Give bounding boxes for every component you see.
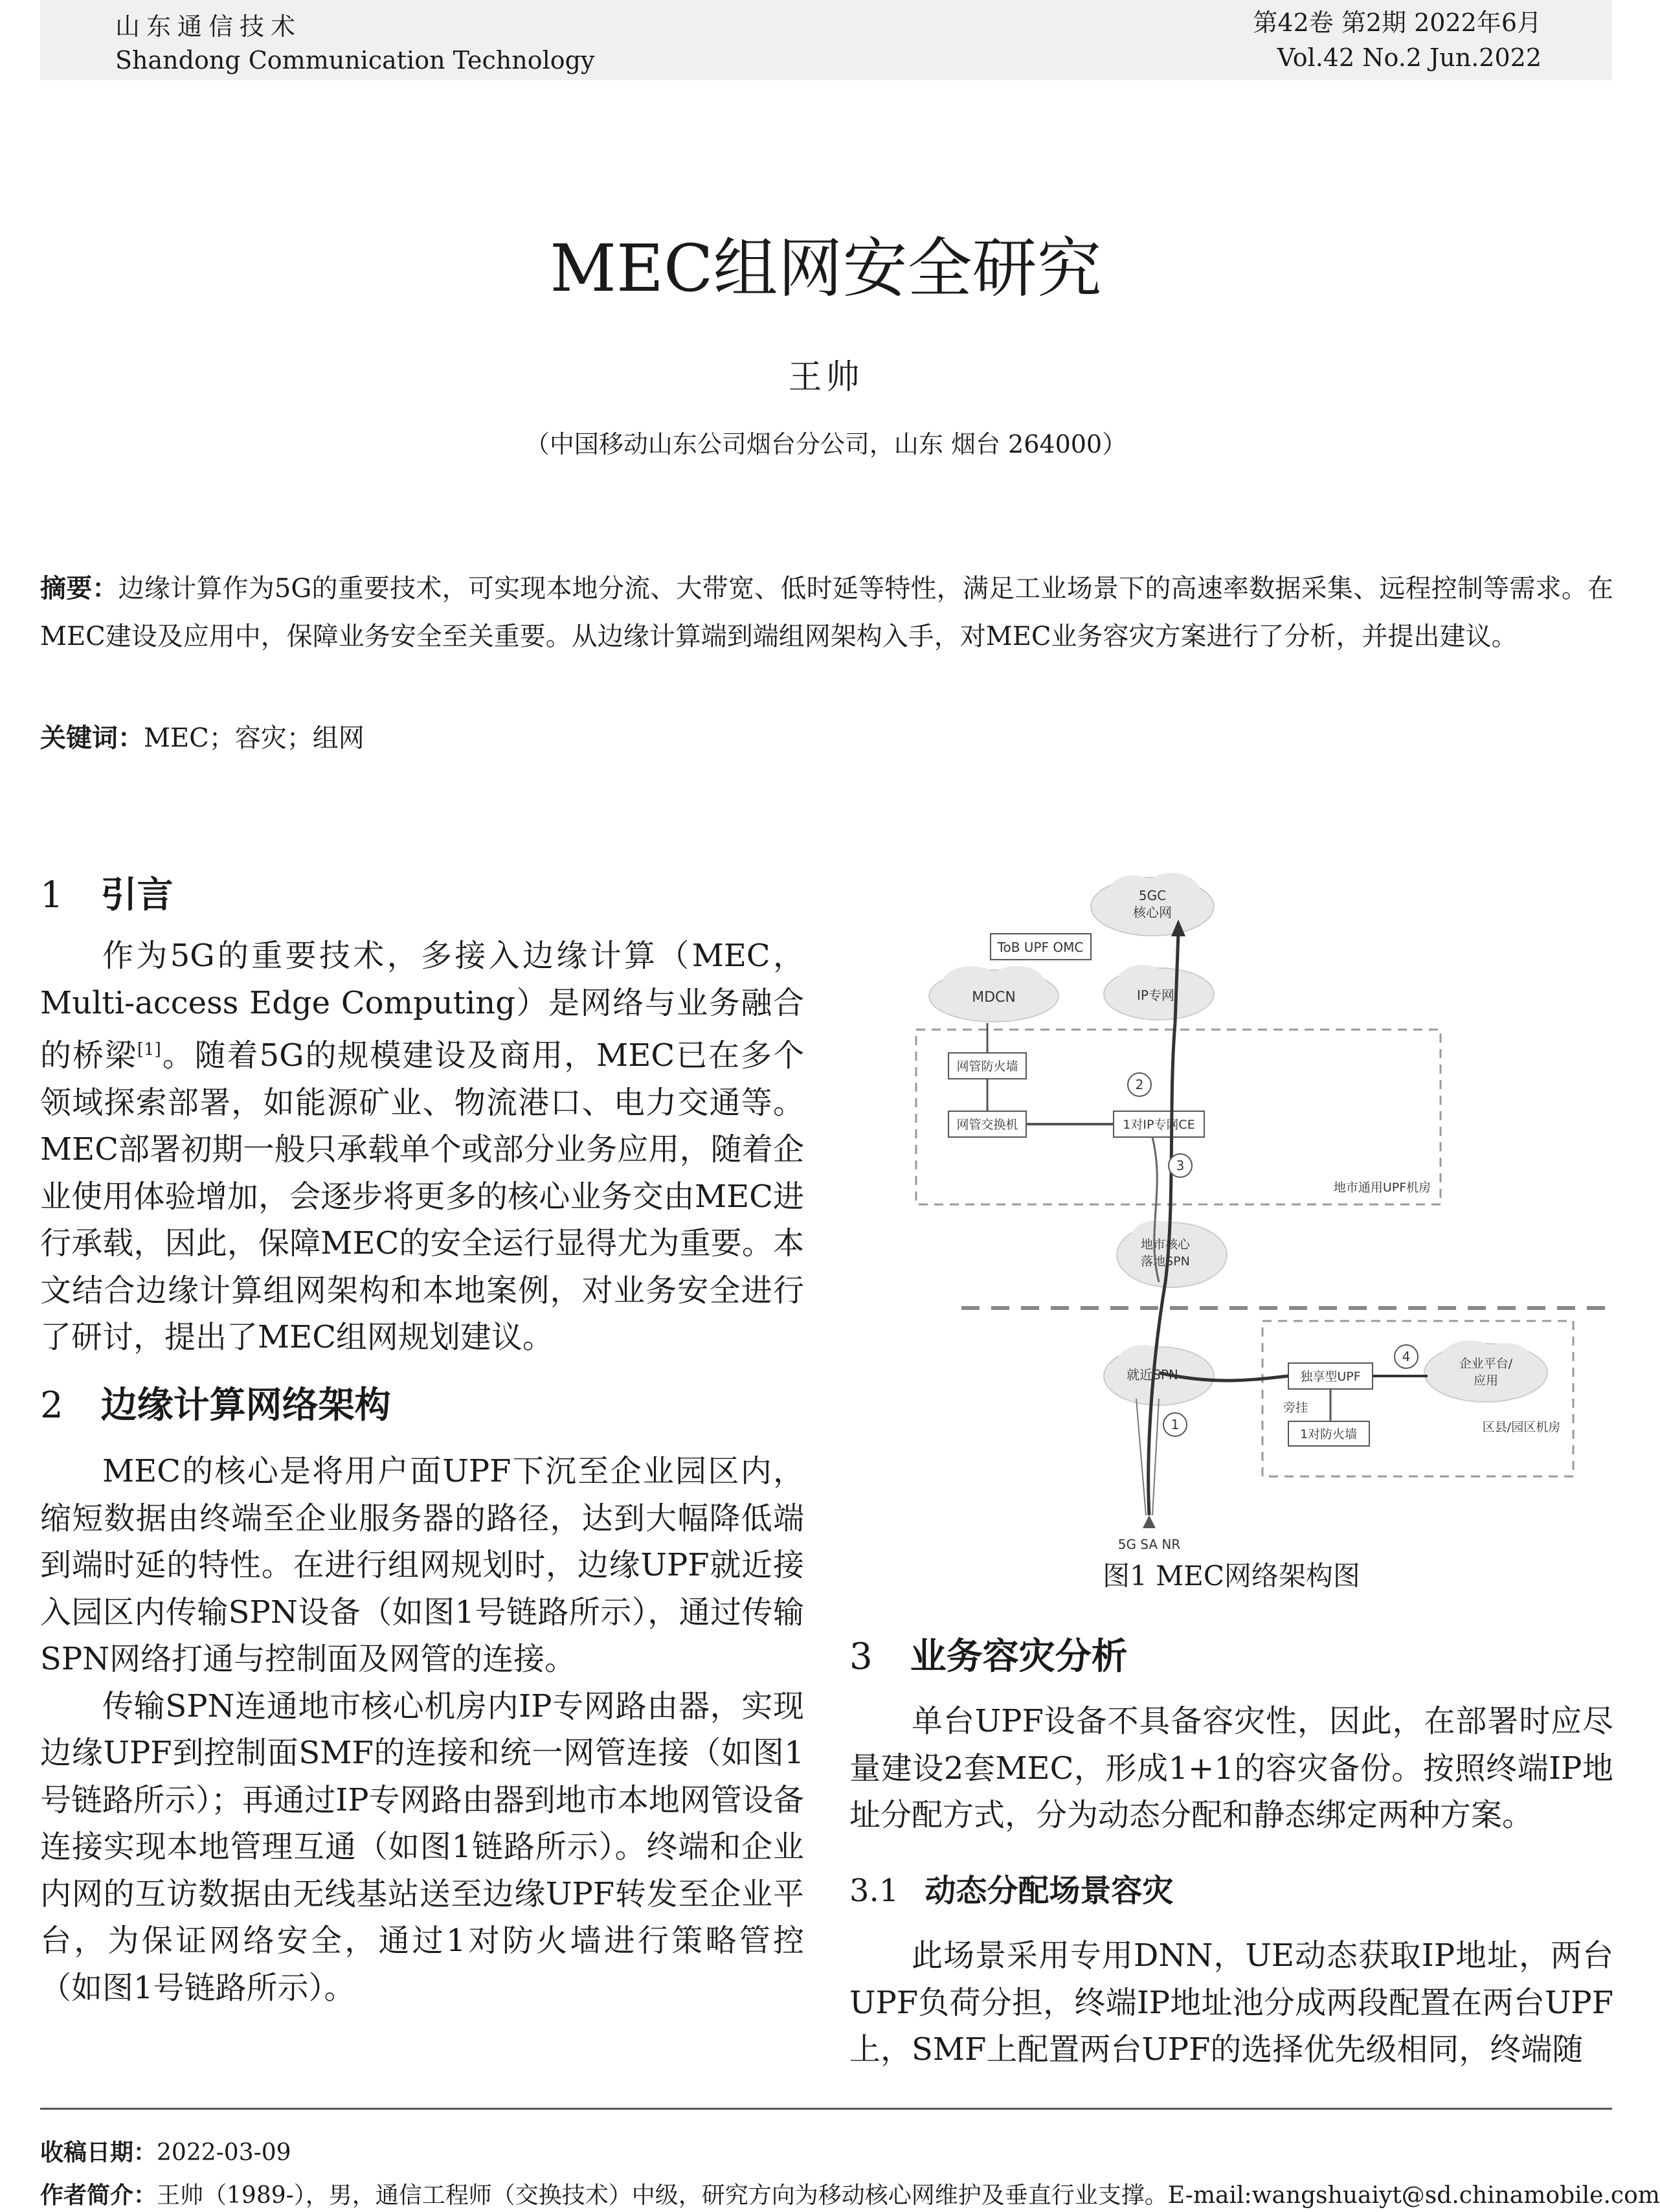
issue-info-cn: 第42卷 第2期 2022年6月 <box>1253 8 1542 37</box>
county-room-label: 区县/园区机房 <box>1482 1420 1561 1434</box>
abstract-text: 边缘计算作为5G的重要技术，可实现本地分流、大带宽、低时延等特性，满足工业场景下的高速率数据采集、远程控制等需求。在MEC建设及应用中，保障业务安全至关重要。从边缘计算端到端组网架构入手，对MEC业务容灾方案进行了分析，并提出建议。 <box>40 574 1613 651</box>
mec-architecture-figure <box>880 868 1612 1552</box>
nr-label: 5G SA NR <box>1117 1537 1181 1552</box>
ip-ce-label: 1对IP专网CE <box>1123 1118 1195 1132</box>
bypass-label: 旁挂 <box>1283 1401 1308 1415</box>
base-station-icon <box>1143 1515 1156 1528</box>
section-2-heading: 2 边缘计算网络架构 <box>40 1384 391 1427</box>
cloud-5gc-sublabel: 核心网 <box>1133 905 1172 920</box>
journal-name-en: Shandong Communication Technology <box>115 46 595 74</box>
section-3-body <box>849 1698 1613 1839</box>
section-1-paragraph: 作为5G的重要技术，多接入边缘计算（MEC，Multi-access Edge Computing）是网络与业务融合的桥梁[1]。随着5G的规模建设及商用，MEC已在多个领域探索部署，如能源矿业、物流港口、电力交通等。MEC部署初期一般只承载单个或部分业务应用，随着企业使用体验增加，会逐步将更多的核心业务交由MEC进行承载，因此，保障MEC的安全运行显得尤为重要。本文结合边缘计算组网架构和本地案例，对业务安全进行了研讨，提出了MEC组网规划建议。 <box>40 938 804 1355</box>
section-1-body <box>40 932 804 1361</box>
article-author: 王帅 <box>788 358 864 397</box>
received-date: 收稿日期：2022-03-09 <box>40 2139 291 2166</box>
journal-name-cn: 山东通信技术 <box>115 12 302 41</box>
link-marker-2-label: 2 <box>1135 1077 1144 1092</box>
tob-omc-label: ToB UPF OMC <box>997 940 1084 955</box>
link-marker-1-label: 1 <box>1171 1417 1180 1432</box>
section-2-paragraph-1: MEC的核心是将用户面UPF下沉至企业园区内，缩短数据由终端至企业服务器的路径，达到大幅降低端到端时延的特性。在进行组网规划时，边缘UPF就近接入园区内传输SPN设备（如图1号链路所示），通过传输SPN网络打通与控制面及网管的连接。 <box>40 1453 804 1677</box>
link-marker-4-label: 4 <box>1402 1349 1411 1364</box>
cloud-mdcn-label: MDCN <box>972 989 1016 1006</box>
section-3-1-heading: 3.1 动态分配场景容灾 <box>849 1873 1174 1909</box>
county-room-region <box>1262 1321 1573 1476</box>
section-3-heading: 3 业务容灾分析 <box>849 1636 1128 1678</box>
city-room-label: 地市通用UPF机房 <box>1333 1180 1431 1195</box>
section-2-paragraph-2: 传输SPN连通地市核心机房内IP专网路由器，实现边缘UPF到控制面SMF的连接和统一网管连接（如图1号链路所示）；再通过IP专网路由器到地市本地网管设备连接实现本地管理互通（如图1链路所示）。终端和企业内网的互访数据由无线基站送至边缘UPF转发至企业平台，为保证网络安全，通过1对防火墙进行策略管控（如图1号链路所示）。 <box>40 1687 804 2006</box>
enterprise-label-1: 企业平台/ <box>1459 1357 1513 1371</box>
section-3-1-body <box>849 1932 1613 2073</box>
cloud-5gc-label: 5GC <box>1138 888 1167 903</box>
author-affiliation: （中国移动山东公司烟台分公司，山东 烟台 264000） <box>524 430 1127 458</box>
keywords-label: 关键词： <box>40 723 144 753</box>
cloud-city-spn-label-1: 地市核心 <box>1140 1237 1191 1252</box>
issue-info-en: Vol.42 No.2 Jun.2022 <box>1277 43 1542 72</box>
enterprise-label-2: 应用 <box>1473 1373 1499 1388</box>
keywords <box>40 720 365 756</box>
abstract-label: 摘要： <box>40 574 118 604</box>
author-bio: 作者简介：王帅（1989-），男，通信工程师（交换技术）中级，研究方向为移动核心网维护及垂直行业支撑。E-mail:wangshuaiyt@sd.chinamobile.com <box>40 2182 1660 2209</box>
link-marker-3-label: 3 <box>1176 1158 1185 1173</box>
footnote-rule <box>40 2108 1612 2110</box>
cloud-city-spn-label-2: 落地SPN <box>1141 1254 1190 1269</box>
keywords-text: MEC；容灾；组网 <box>144 723 365 753</box>
figure-caption: 图1 MEC网络架构图 <box>1103 1560 1360 1592</box>
section-1-heading: 1 引言 <box>40 874 174 916</box>
abstract <box>40 565 1613 660</box>
cloud-ip-net-label: IP专网 <box>1137 988 1174 1003</box>
citation-ref: [1] <box>137 1040 161 1059</box>
section-2-body <box>40 1448 804 2011</box>
cloud-near-spn-label: 就近SPN <box>1127 1367 1178 1382</box>
nm-switch-label: 网管交换机 <box>956 1118 1018 1132</box>
nm-firewall-label: 网管防火墙 <box>956 1059 1018 1074</box>
article-title: MEC组网安全研究 <box>550 231 1102 306</box>
section-3-paragraph: 单台UPF设备不具备容灾性，因此，在部署时应尽量建设2套MEC，形成1+1的容灾备份。按照终端IP地址分配方式，分为动态分配和静态绑定两种方案。 <box>849 1703 1613 1833</box>
dedicated-upf-label: 独享型UPF <box>1300 1370 1361 1384</box>
firewall-pair-label: 1对防火墙 <box>1299 1427 1358 1441</box>
cloud-enterprise-icon <box>1424 1340 1547 1402</box>
section-3-1-paragraph: 此场景采用专用DNN，UE动态获取IP地址，两台UPF负荷分担，终端IP地址池分成两段配置在两台UPF上，SMF上配置两台UPF的选择优先级相同，终端随 <box>849 1937 1613 2068</box>
